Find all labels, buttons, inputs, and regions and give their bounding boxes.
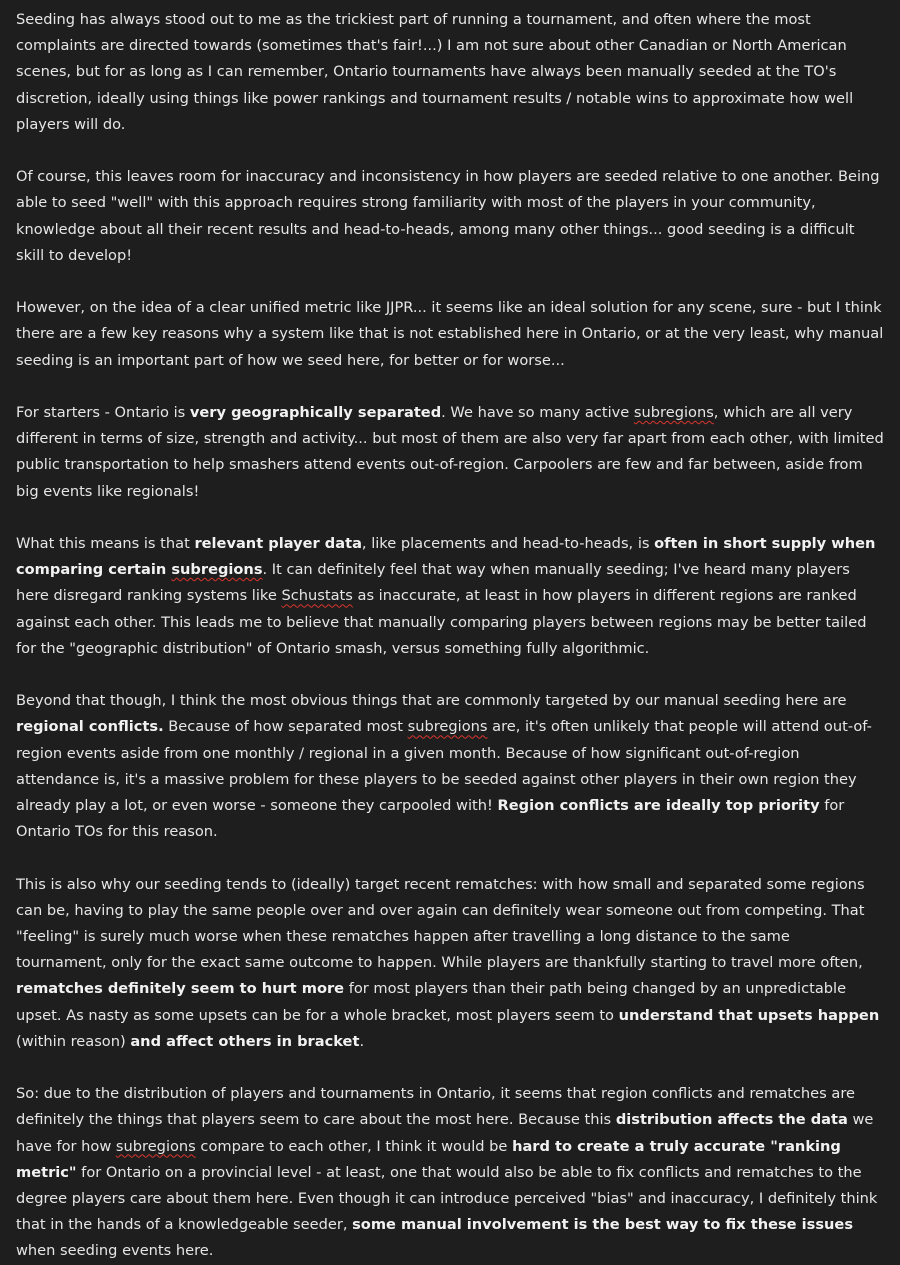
text-run: as inaccurate, at least in how players in different regions are ranked against each other. This leads me to believe that manually comparing players between regions may be better tailed for the "geographic distribution" of Ontario smash, versus something fully algorithmic. [16, 587, 867, 657]
paragraph-4 [16, 400, 884, 505]
paragraph-1 [16, 7, 884, 138]
bold-text: distribution affects the data [615, 1111, 848, 1129]
misspelled-word: subregions [115, 1137, 196, 1155]
bold-text: and affect others in bracket [130, 1032, 360, 1050]
bold-text: very geographically separated [189, 404, 442, 421]
text-run: when seeding events here. [16, 1242, 214, 1260]
text-run: However, on the idea of a clear unified metric like JJPR... it seems like an ideal solution for any scene, sure - but I think there are a few key reasons why a system like that is not established here in Ontario, or at the very least, why manual seeding is an important part of how we seed here, for better or for worse... [16, 299, 884, 369]
text-run: for most players than their path being changed by an unpredictable upset. As nasty as some upsets can be for a whole bracket, most players seem to [16, 980, 847, 1024]
bold-text: Region conflicts are ideally top priority [497, 797, 820, 815]
bold-text: relevant player data [194, 535, 362, 552]
text-run: (within reason) [16, 1032, 131, 1050]
text-run: are, it's often unlikely that people will attend out-of-region events aside from one monthly / regional in a given month. Because of how significant out-of-region attendance is, it's a massive problem for these players to be seeded against other players in their own region they already play a lot, or even worse - someone they carpooled with! [16, 718, 872, 815]
bold-text: hard to create a truly accurate "ranking metric" [16, 1137, 841, 1181]
text-run: for Ontario on a provincial level - at least, one that would also be able to fix conflicts and rematches to the degree players care about them here. Even though it can introduce perceived "bias" and inaccuracy, I definitely think that in the hands of a knowledgeable seeder, [16, 1163, 878, 1234]
misspelled-word: Schustats [281, 587, 353, 605]
bold-text: rematches definitely seem to hurt more [16, 980, 345, 998]
paragraph-6 [16, 688, 884, 845]
bold-text: regional conflicts. [16, 718, 164, 736]
misspelled-word: subregions [407, 718, 488, 736]
text-run: , which are all very different in terms of size, strength and activity... but most of them are also very far apart from each other, with limited public transportation to help smashers attend events out-of-region. Carpoolers are few and far between, aside from big events like regionals! [16, 404, 884, 500]
text-run: we have for how [16, 1111, 874, 1155]
text-run: What this means is that [16, 535, 195, 552]
text-run: Of course, this leaves room for inaccuracy and inconsistency in how players are seeded relative to one another. Being able to seed "well" with this approach requires strong familiarity with most of the players in your community, knowledge about all their recent results and head-to-heads, among many other things... good seeding is a difficult skill to develop! [16, 168, 880, 264]
text-run: . We have so many active [441, 404, 634, 421]
misspelled-word: subregions [633, 404, 714, 421]
text-run: This is also why our seeding tends to (ideally) target recent rematches: with how small and separated some regions can be, having to play the same people over and over again can definitely wear someone out from competing. That "feeling" is surely much worse when these rematches happen after travelling a long distance to the same tournament, only for the exact same outcome to happen. While players are thankfully starting to travel more often, [16, 875, 865, 972]
bold-text: understand that upsets happen [618, 1006, 880, 1024]
text-run: Seeding has always stood out to me as the trickiest part of running a tournament, and often where the most complaints are directed towards (sometimes that's fair!...) I am not sure about other Canadian or North American scenes, but for as long as I can remember, Ontario tournaments have always been manually seeded at the TO's discretion, ideally using things like power rankings and tournament results / notable wins to approximate how well players will do. [16, 11, 854, 133]
paragraph-8 [16, 1081, 884, 1264]
text-run: For starters - Ontario is [16, 404, 190, 421]
text-run: Because of how separated most [163, 718, 408, 736]
paragraph-5 [16, 531, 884, 662]
paragraph-7 [16, 872, 884, 1055]
text-run: for Ontario TOs for this reason. [16, 797, 845, 841]
paragraph-3 [16, 295, 884, 374]
bold-text: some manual involvement is the best way to fix these issues [352, 1216, 854, 1234]
text-run: . [359, 1032, 365, 1050]
text-run: . It can definitely feel that way when manually seeding; I've heard many players here disregard ranking systems like [16, 561, 850, 605]
text-run: compare to each other, I think it would be [195, 1137, 513, 1155]
bold-text: often in short supply when comparing certain [16, 535, 876, 579]
misspelled-word: subregions [171, 561, 263, 579]
paragraph-2 [16, 164, 884, 269]
text-run: , like placements and head-to-heads, is [361, 535, 655, 552]
text-run: So: due to the distribution of players and tournaments in Ontario, it seems that region conflicts and rematches are definitely the things that players seem to care about the most here. Because this [16, 1085, 855, 1129]
text-run: Beyond that though, I think the most obvious things that are commonly targeted by our manual seeding here are [16, 692, 847, 710]
